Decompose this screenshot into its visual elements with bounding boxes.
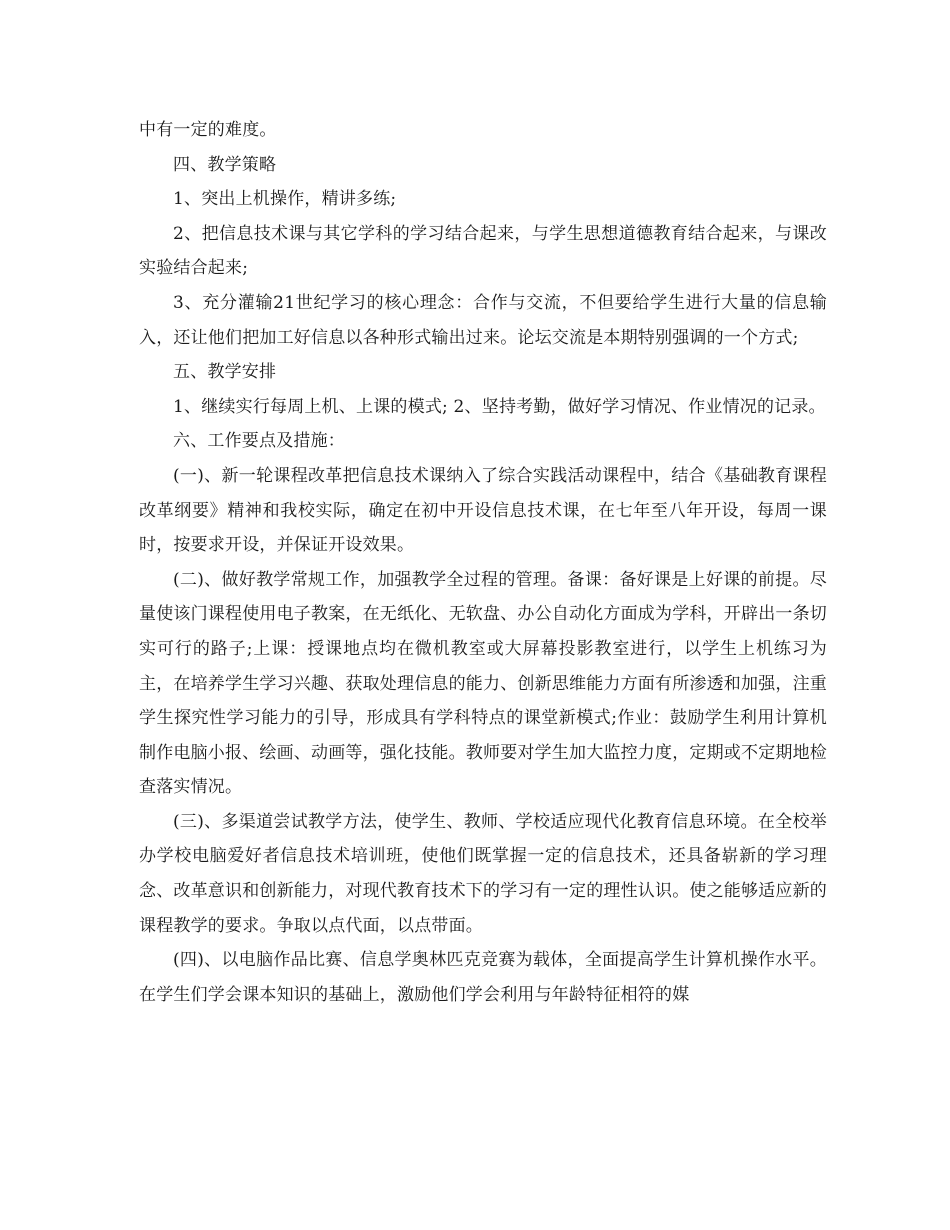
paragraph-strategy-1: 1、突出上机操作，精讲多练; (173, 189, 397, 210)
paragraph-measure-1: (一)、新一轮课程改革把信息技术课纳入了综合实践活动课程中，结合《基础教育课程改革纲要》精神和我校实际，确定在初中开设信息技术课，在七年至八年开设，每周一课时，按要求开设，并保证开设效果。 (139, 465, 827, 556)
paragraph-measure-2: (二)、做好教学常规工作，加强教学全过程的管理。备课：备好课是上好课的前提。尽量使该门课程使用电子教案，在无纸化、无软盘、办公自动化方面成为学科，开辟出一条切实可行的路子;上课：授课地点均在微机教室或大屏幕投影教室进行，以学生上机练习为主，在培养学生学习兴趣、获取处理信息的能力、创新思维能力方面有所渗透和加强，注重学生探究性学习能力的引导，形成具有学科特点的课堂新模式;作业：鼓励学生利用计算机制作电脑小报、绘画、动画等，强化技能。教师要对学生加大监控力度，定期或不定期地检查落实情况。 (139, 569, 827, 798)
paragraph-strategy-3: 3、充分灌输21世纪学习的核心理念：合作与交流，不但要给学生进行大量的信息输入，还让他们把加工好信息以各种形式输出过来。论坛交流是本期特别强调的一个方式; (139, 292, 827, 348)
paragraph-strategy-2: 2、把信息技术课与其它学科的学习结合起来，与学生思想道德教育结合起来，与课改实验结合起来; (139, 223, 827, 279)
section-heading-work-points: 六、工作要点及措施： (173, 431, 345, 452)
document-body (139, 113, 827, 1012)
paragraph-measure-4: (四)、以电脑作品比赛、信息学奥林匹克竞赛为载体，全面提高学生计算机操作水平。在学生们学会课本知识的基础上，激励他们学会利用与年龄特征相符的媒 (139, 950, 827, 1005)
paragraph-continuation: 中有一定的难度。 (139, 120, 277, 140)
paragraph-measure-3: (三)、多渠道尝试教学方法，使学生、教师、学校适应现代化教育信息环境。在全校举办学校电脑爱好者信息技术培训班，使他们既掌握一定的信息技术，还具备崭新的学习理念、改革意识和创新能力，对现代教育技术下的学习有一定的理性认识。使之能够适应新的课程教学的要求。争取以点代面，以点带面。 (139, 811, 827, 936)
section-heading-teaching-strategy: 四、教学策略 (173, 154, 277, 175)
paragraph-arrangement: 1、继续实行每周上机、上课的模式; 2、坚持考勤，做好学习情况、作业情况的记录。 (173, 396, 826, 417)
section-heading-teaching-arrangement: 五、教学安排 (173, 362, 277, 383)
